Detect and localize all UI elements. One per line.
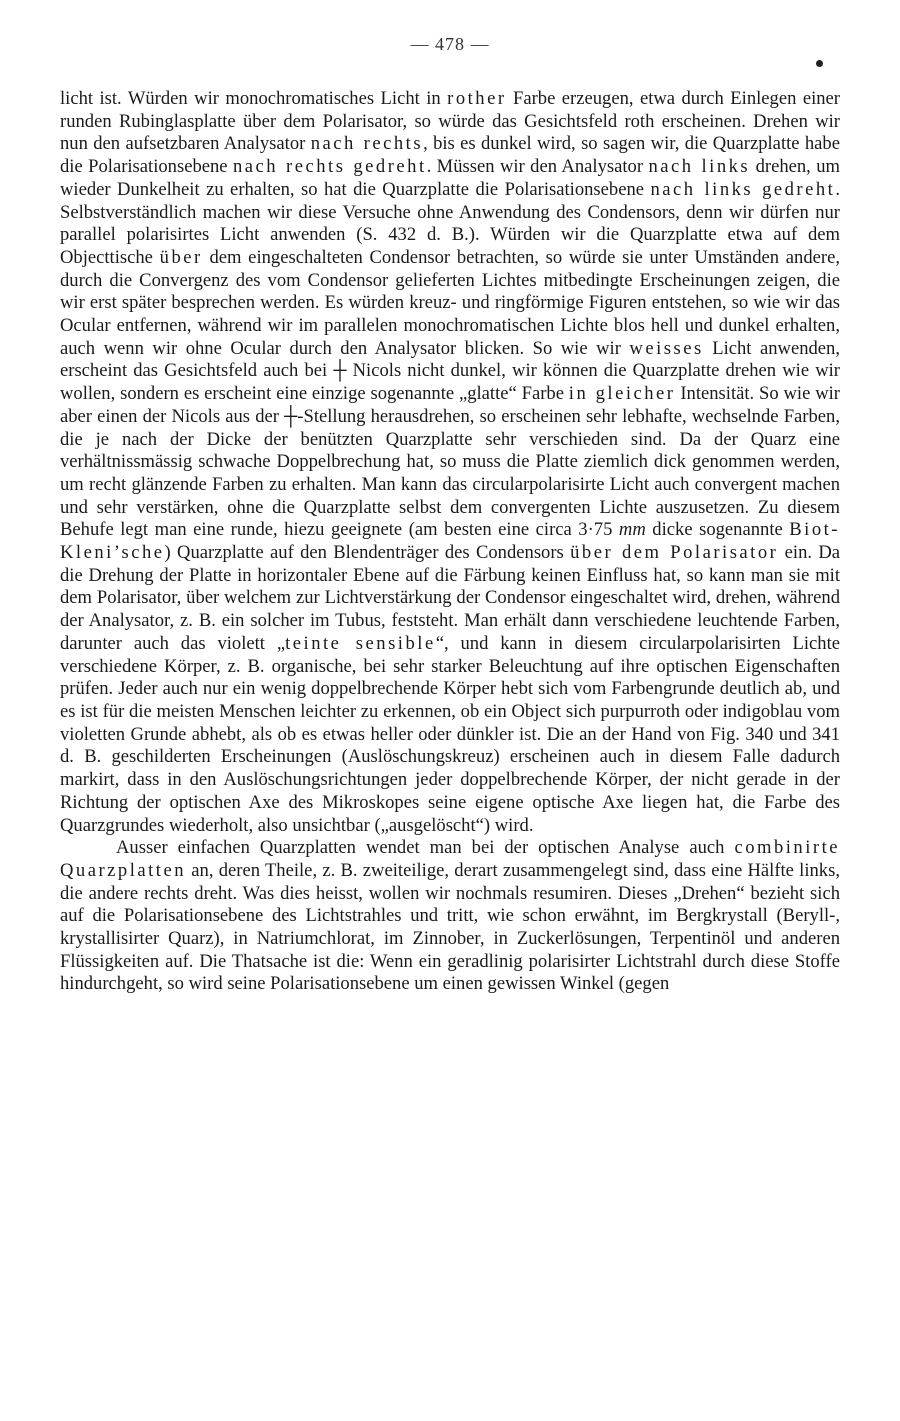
spaced-text: über dem Polarisator [570, 542, 779, 564]
text-run: drehen, um wieder Dunkelheit zu erhalten, so hat die Quarzplatte die Polarisationsebene [60, 156, 841, 200]
text-run: ein. Da die Drehung der Platte in horizontaler Ebene auf die Färbung keinen Einfluss hat, so kann man sie mit dem Polarisator, über welchem zur Lichtverstärkung der Condensor eingeschaltet wird, drehen, während der Analysator, z. B. ein solcher im Tubus, feststeht. Man erhält dann verschiedene leuchtende Farben, darunter auch das violett „ [60, 542, 841, 654]
spaced-text: über [159, 246, 203, 268]
text-run: Farbe erzeugen, etwa durch Einlegen einer runden Rubinglasplatte über dem Polarisator, so würde das Gesichtsfeld roth erscheinen. Drehen wir nun den aufsetzbaren Analysator [60, 88, 840, 155]
spaced-text: combinirte Quarzplatten [60, 837, 840, 881]
text-run: . Müssen wir den Analysator [426, 156, 649, 178]
text-run: dem eingeschalteten Condensor betrachten, so würde sie unter Umständen andere, durch die Convergenz des vom Condensor gelieferten Lichtes mitbedingte Erscheinungen zeigen, die wir erst später besprechen werden. Es würden kreuz- und ringförmige Figuren entstehen, so wie wir das Ocular entfernen, während wir im parallelen monochromatischen Lichte blos hell und dunkel erhalten, auch wenn wir ohne Ocular durch den Analysator blicken. So wie wir [60, 246, 840, 359]
spaced-text: rother [447, 88, 507, 109]
spaced-text: weisses [629, 337, 704, 359]
spaced-text: Biot-Kleni’sche [60, 519, 840, 564]
text-run: Intensität. So wie wir aber einen der Nicols aus der ┼-Stellung herausdrehen, so erscheinen sehr lebhafte, wechselnde Farben, die je nach der Dicke der benützten Quarzplatte sehr verschieden sind. Da der Quarz eine verhältnissmässig schwache Doppelbrechung hat, so muss die Platte ziemlich dick genommen werden, um recht glänzende Farben zu erhalten. Man kann das circularpolarisirte Licht auch convergent machen und sehr verstärken, ohne die Quarzplatte selbst dem convergenten Lichte auszusetzen. Zu diesem Behufe legt man eine runde, hiezu geeignete (am besten eine circa 3·75 [60, 383, 840, 541]
paragraph [60, 88, 840, 837]
text-run: , bis es dunkel wird, so sagen wir, die Quarzplatte habe die Polarisationsebene [60, 133, 840, 178]
text-run: dicke sogenannte [645, 519, 790, 541]
page-number: — 478 — [410, 34, 490, 54]
spaced-text: nach rechts [310, 133, 424, 155]
spaced-text: nach rechts gedreht [233, 156, 427, 178]
italic-text: mm [618, 519, 646, 541]
text-run: Licht anwenden, erscheint das Gesichtsfeld auch bei ┼ Nicols nicht dunkel, wir können die Quarzplatte drehen wie wir wollen, sondern es erscheint eine einzige sogenannte „glatte“ Farbe [60, 337, 841, 405]
spaced-text: nach links [648, 156, 751, 178]
text-run: an, deren Theile, z. B. zweiteilige, derart zusammengelegt sind, dass eine Hälfte links, die andere rechts dreht. Was dies heisst, wollen wir nochmals resumiren. Dieses „Drehen“ bezieht sich auf die Polarisationsebene des Lichtstrahles und tritt, wie schon erwähnt, im Bergkrystall (Beryll-, krystallisirter Quarz), in Natriumchlorat, im Zinnober, in Zuckerlösungen, Terpentinöl und anderen Flüssigkeiten auf. Die Thatsache ist die: Wenn ein geradlinig polarisirter Lichtstrahl durch diese Stoffe hindurchgeht, so wird seine Polarisationsebene um einen gewissen Winkel (gegen [60, 859, 840, 995]
spaced-text: nach links gedreht [650, 178, 836, 200]
text-run: . Selbstverständlich machen wir diese Versuche ohne Anwendung des Condensors, denn wir dürfen nur parallel polarisirtes Licht anwenden (S. 432 d. B.). Würden wir die Quarzplatte etwa auf dem Objecttische [60, 178, 840, 268]
ink-speck [816, 60, 823, 67]
paragraph [60, 837, 840, 996]
text-body [60, 88, 840, 996]
spaced-text: teinte sensible [285, 632, 436, 654]
text-run: ) Quarzplatte auf den Blendenträger des Condensors [164, 542, 571, 564]
text-run: licht ist. Würden wir monochromatisches Licht in [60, 88, 448, 109]
text-run: Ausser einfachen Quarzplatten wendet man bei der optischen Analyse auch [116, 837, 735, 859]
spaced-text: in gleicher [568, 383, 676, 405]
text-run: “, und kann in diesem circularpolarisirten Lichte verschiedene Körper, z. B. organische, bei sehr starker Beleuchtung auf ihre optischen Eigenschaften prüfen. Jeder auch nur ein wenig doppelbrechende Körper hebt sich vom Farbengrunde deutlich ab, und es ist für die meisten Menschen leichter zu erkennen, ob ein Object sich purpurroth oder indigoblau vom violetten Grunde abhebt, als ob es etwas heller oder dünkler ist. Die an der Hand von Fig. 340 und 341 d. B. geschilderten Erscheinungen (Auslöschungskreuz) erscheinen auch in diesem Falle dadurch markirt, dass in den Auslöschungsrichtungen jeder doppelbrechende Körper, der nicht gerade in der Richtung der optischen Axe des Mikroskopes seine eigene optische Axe liegen hat, die Farbe des Quarzgrundes wiederholt, also unsichtbar („ausgelöscht“) wird. [60, 632, 840, 836]
